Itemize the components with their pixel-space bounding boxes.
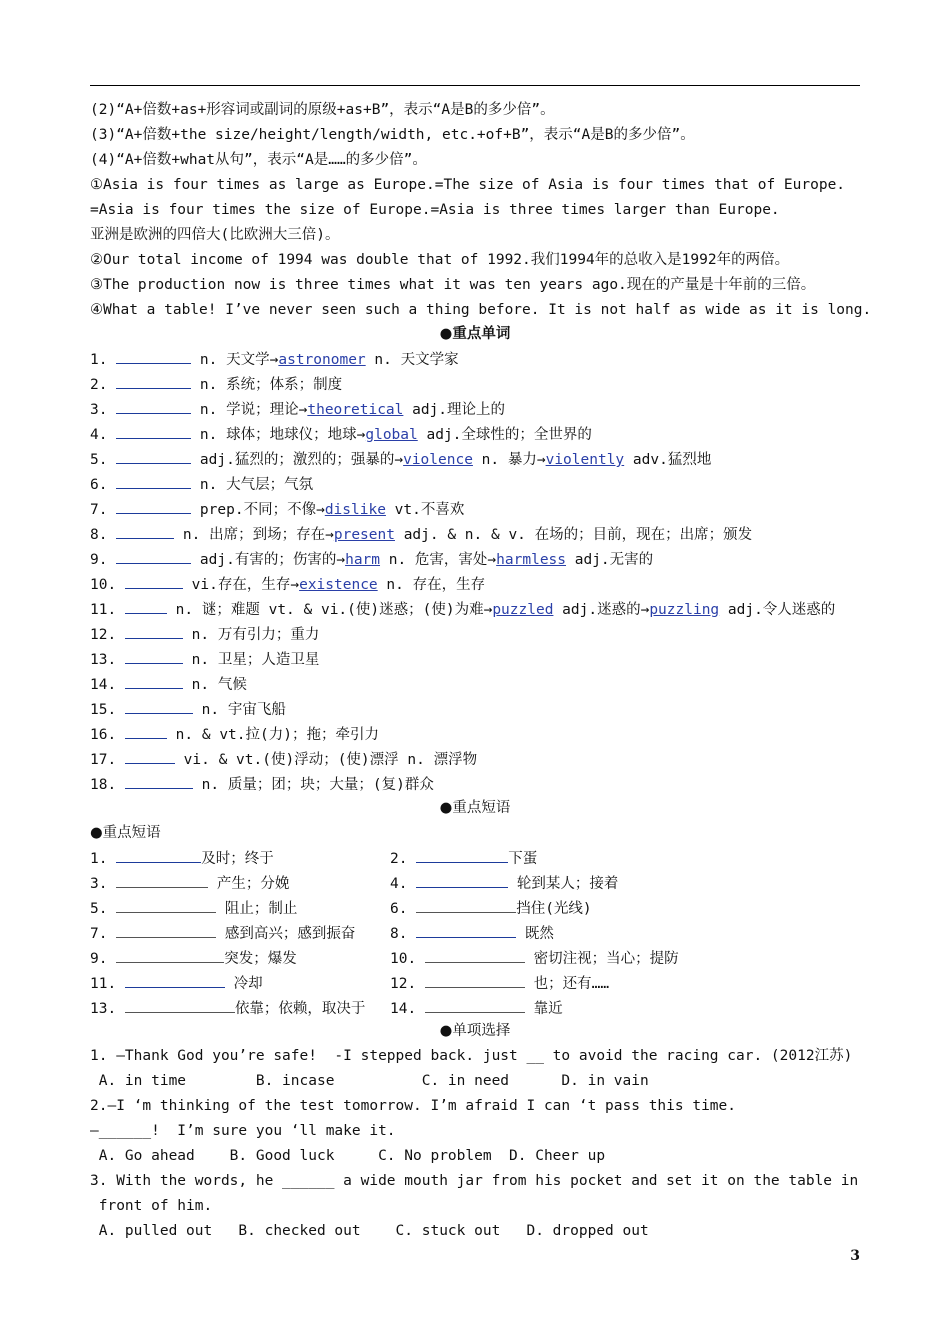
vocab-number: 6. <box>90 477 108 493</box>
answer-blank[interactable] <box>116 474 191 489</box>
vocab-item <box>90 399 505 419</box>
derived-word-link[interactable]: puzzled <box>492 602 554 618</box>
vocab-item <box>90 349 459 369</box>
vocab-definition: n. 球体；地球仪；地球→ <box>191 427 366 443</box>
phrase-number: 6. <box>390 901 408 917</box>
answer-blank[interactable] <box>116 499 191 514</box>
answer-blank[interactable] <box>425 998 525 1013</box>
example-1c: 亚洲是欧洲的四倍大(比欧洲大三倍)。 <box>90 227 340 243</box>
vocab-item <box>90 474 313 494</box>
derived-word-link[interactable]: dislike <box>324 502 386 518</box>
vocab-number: 9. <box>90 552 108 568</box>
vocab-definition: vi.存在，生存→ <box>182 577 300 593</box>
phrase-meaning: 冷却 <box>224 976 263 992</box>
note-4: (4)“A+倍数+what从句”，表示“A是……的多少倍”。 <box>90 152 427 168</box>
answer-blank[interactable] <box>425 973 525 988</box>
answer-blank[interactable] <box>125 599 167 614</box>
derived-word-link[interactable]: astronomer <box>278 352 366 368</box>
phrase-number: 11. <box>90 976 117 992</box>
vocab-number: 3. <box>90 402 108 418</box>
vocab-definition: n. 谜；难题 vt. & vi.(使)迷惑；(使)为难→ <box>166 602 493 618</box>
page-number: 3 <box>850 1248 860 1264</box>
vocab-item <box>90 599 835 619</box>
phrase-number: 7. <box>90 926 108 942</box>
vocab-derived-definition: adj.无害的 <box>566 552 654 568</box>
vocab-definition: adj.有害的；伤害的→ <box>191 552 346 568</box>
vocab-number: 4. <box>90 427 108 443</box>
answer-blank[interactable] <box>416 923 516 938</box>
vocab-derived-definition: adv.猛烈地 <box>624 452 712 468</box>
phrase-number: 5. <box>90 901 108 917</box>
question-2: 2.—I ‘m thinking of the test tomorrow. I’m afraid I can ‘t pass this time. <box>90 1098 737 1114</box>
example-4: ④What a table! I’ve never seen such a thing before. It is not half as wide as it is long. <box>90 302 872 318</box>
answer-blank[interactable] <box>125 699 193 714</box>
phrase-item-left <box>90 998 365 1018</box>
phrase-number: 2. <box>390 851 408 867</box>
vocab-definition: adj.猛烈的；激烈的；强暴的→ <box>191 452 404 468</box>
phrase-meaning: 挡住(光线) <box>516 901 592 917</box>
vocab-definition: n. 万有引力；重力 <box>182 627 320 643</box>
answer-blank[interactable] <box>125 973 225 988</box>
phrase-number: 1. <box>90 851 108 867</box>
answer-blank[interactable] <box>116 873 208 888</box>
vocab-definition: n. 天文学→ <box>191 352 279 368</box>
vocab-definition: n. 学说；理论→ <box>191 402 308 418</box>
vocab-number: 8. <box>90 527 108 543</box>
answer-blank[interactable] <box>116 848 201 863</box>
phrase-item-right <box>390 948 679 968</box>
phrase-number: 3. <box>90 876 108 892</box>
mcq-heading: ●单项选择 <box>439 1023 511 1039</box>
phrase-meaning: 下蛋 <box>508 851 538 867</box>
answer-blank[interactable] <box>116 349 191 364</box>
answer-blank[interactable] <box>125 674 183 689</box>
vocab-item <box>90 549 653 569</box>
answer-blank[interactable] <box>116 898 216 913</box>
vocab-heading: ●重点单词 <box>439 326 511 342</box>
vocab-derived-definition: n. 存在，生存 <box>377 577 486 593</box>
phrase-number: 12. <box>390 976 417 992</box>
phrase-meaning: 产生；分娩 <box>208 876 290 892</box>
vocab-item <box>90 499 464 519</box>
phrase-item-left <box>90 873 289 893</box>
phrase-item-right <box>390 848 537 868</box>
phrase-meaning: 阻止；制止 <box>216 901 298 917</box>
phrase-item-left <box>90 898 297 918</box>
vocab-number: 13. <box>90 652 117 668</box>
question-2-reply: —______! I’m sure you ‘ll make it. <box>90 1123 396 1139</box>
answer-blank[interactable] <box>125 998 235 1013</box>
phrase-item-left <box>90 848 274 868</box>
answer-blank[interactable] <box>116 424 191 439</box>
vocab-number: 10. <box>90 577 117 593</box>
phrase-meaning: 也；还有…… <box>524 976 610 992</box>
derived-word-link[interactable]: harmless <box>496 552 567 568</box>
answer-blank[interactable] <box>116 948 224 963</box>
vocab-definition: n. 气候 <box>182 677 247 693</box>
derived-word-link[interactable]: global <box>365 427 418 443</box>
answer-blank[interactable] <box>125 724 167 739</box>
phrase-meaning: 靠近 <box>524 1001 563 1017</box>
vocab-definition: n. 系统；体系；制度 <box>191 377 343 393</box>
answer-blank[interactable] <box>125 649 183 664</box>
phrase-number: 10. <box>390 951 417 967</box>
vocab-derived-definition: n. 暴力→ <box>472 452 546 468</box>
phrase-meaning: 依靠；依赖，取决于 <box>234 1001 366 1017</box>
derived-word-link[interactable]: existence <box>299 577 378 593</box>
vocab-definition: prep.不同；不像→ <box>191 502 325 518</box>
vocab-item <box>90 699 286 719</box>
answer-blank[interactable] <box>116 399 191 414</box>
vocab-derived-definition: adj.全球性的；全世界的 <box>417 427 592 443</box>
vocab-number: 12. <box>90 627 117 643</box>
vocab-item <box>90 574 485 594</box>
phrase-number: 14. <box>390 1001 417 1017</box>
vocab-item <box>90 649 319 669</box>
vocab-derived-definition: adj.理论上的 <box>403 402 506 418</box>
vocab-number: 7. <box>90 502 108 518</box>
vocab-number: 18. <box>90 777 117 793</box>
answer-blank[interactable] <box>116 449 191 464</box>
example-2: ②Our total income of 1994 was double that of 1992.我们1994年的总收入是1992年的两倍。 <box>90 252 790 268</box>
vocab-definition: n. 宇宙飞船 <box>192 702 286 718</box>
vocab-item <box>90 749 477 769</box>
question-3-options: A. pulled out B. checked out C. stuck out D. dropped out <box>90 1223 649 1239</box>
question-2-options: A. Go ahead B. Good luck C. No problem D. Cheer up <box>90 1148 606 1164</box>
vocab-definition: n. 出席；到场；存在→ <box>174 527 334 543</box>
phrase-item-right <box>390 873 618 893</box>
example-1a: ①Asia is four times as large as Europe.=The size of Asia is four times that of Europe. <box>90 177 846 193</box>
answer-blank[interactable] <box>425 948 525 963</box>
phrase-meaning: 突发；爆发 <box>224 951 297 967</box>
derived-word-link[interactable]: present <box>333 527 395 543</box>
vocab-derived-definition: adj.迷惑的→ <box>553 602 650 618</box>
answer-blank[interactable] <box>116 374 191 389</box>
answer-blank[interactable] <box>125 624 183 639</box>
phrase-item-right <box>390 898 592 918</box>
answer-blank[interactable] <box>116 549 191 564</box>
phrases-heading-left: ●重点短语 <box>90 825 161 841</box>
phrase-item-right <box>390 923 554 943</box>
vocab-derived-definition: n. 危害，害处→ <box>380 552 497 568</box>
vocab-item <box>90 724 379 744</box>
example-3: ③The production now is three times what it was ten years ago.现在的产量是十年前的三倍。 <box>90 277 816 293</box>
answer-blank[interactable] <box>125 774 193 789</box>
vocab-number: 2. <box>90 377 108 393</box>
vocab-number: 5. <box>90 452 108 468</box>
derived-word-link[interactable]: violently <box>545 452 625 468</box>
vocab-number: 16. <box>90 727 117 743</box>
phrase-item-right <box>390 973 609 993</box>
derived-word-link[interactable]: theoretical <box>307 402 404 418</box>
phrase-meaning: 密切注视；当心；提防 <box>524 951 679 967</box>
vocab-number: 14. <box>90 677 117 693</box>
vocab-item <box>90 774 434 794</box>
vocab-definition: n. 大气层；气氛 <box>191 477 314 493</box>
vocab-number: 11. <box>90 602 117 618</box>
vocab-definition: n. 卫星；人造卫星 <box>182 652 320 668</box>
note-3: (3)“A+倍数+the size/height/length/width, etc.+of+B”，表示“A是B的多少倍”。 <box>90 127 695 143</box>
phrase-meaning: 及时；终于 <box>201 851 274 867</box>
vocab-derived-definition: n. 天文学家 <box>365 352 459 368</box>
vocab-item <box>90 624 319 644</box>
question-1: 1. –Thank God you’re safe! -I stepped back. just __ to avoid the racing car. (2012江苏) <box>90 1048 853 1064</box>
phrase-meaning: 感到高兴；感到振奋 <box>216 926 356 942</box>
derived-word-link[interactable]: puzzling <box>649 602 720 618</box>
vocab-item <box>90 674 247 694</box>
note-2: (2)“A+倍数+as+形容词或副词的原级+as+B”，表示“A是B的多少倍”。 <box>90 102 555 118</box>
phrase-item-left <box>90 923 355 943</box>
phrase-number: 8. <box>390 926 408 942</box>
derived-word-link[interactable]: violence <box>403 452 473 468</box>
vocab-definition: vi. & vt.(使)浮动；(使)漂浮 n. 漂浮物 <box>174 752 478 768</box>
example-1b: =Asia is four times the size of Europe.=Asia is three times larger than Europe. <box>90 202 780 218</box>
phrase-item-left <box>90 948 297 968</box>
answer-blank[interactable] <box>416 898 516 913</box>
question-3: 3. With the words, he ______ a wide mouth jar from his pocket and set it on the table in <box>90 1173 859 1189</box>
vocab-derived-definition: adj.令人迷惑的 <box>719 602 836 618</box>
derived-word-link[interactable]: harm <box>345 552 381 568</box>
answer-blank[interactable] <box>116 923 216 938</box>
question-3-cont: front of him. <box>90 1198 213 1214</box>
phrase-item-right <box>390 998 563 1018</box>
header-rule <box>90 85 860 86</box>
phrase-meaning: 轮到某人；接着 <box>508 876 619 892</box>
phrases-heading-center: ●重点短语 <box>439 800 511 816</box>
vocab-number: 1. <box>90 352 108 368</box>
vocab-item <box>90 449 711 469</box>
vocab-definition: n. 质量；团；块；大量；(复)群众 <box>192 777 434 793</box>
answer-blank[interactable] <box>125 749 175 764</box>
vocab-number: 17. <box>90 752 117 768</box>
phrase-number: 13. <box>90 1001 117 1017</box>
vocab-definition: n. & vt.拉(力)；拖；牵引力 <box>166 727 379 743</box>
vocab-item <box>90 424 592 444</box>
phrase-number: 9. <box>90 951 108 967</box>
vocab-item <box>90 374 342 394</box>
question-1-options: A. in time B. incase C. in need D. in vain <box>90 1073 649 1089</box>
vocab-derived-definition: vt.不喜欢 <box>385 502 465 518</box>
phrase-meaning: 既然 <box>516 926 554 942</box>
vocab-item <box>90 524 752 544</box>
answer-blank[interactable] <box>116 524 174 539</box>
answer-blank[interactable] <box>416 873 508 888</box>
vocab-number: 15. <box>90 702 117 718</box>
phrase-item-left <box>90 973 263 993</box>
answer-blank[interactable] <box>125 574 183 589</box>
answer-blank[interactable] <box>416 848 508 863</box>
phrase-number: 4. <box>390 876 408 892</box>
vocab-derived-definition: adj. & n. & v. 在场的；目前，现在；出席；颁发 <box>394 527 753 543</box>
